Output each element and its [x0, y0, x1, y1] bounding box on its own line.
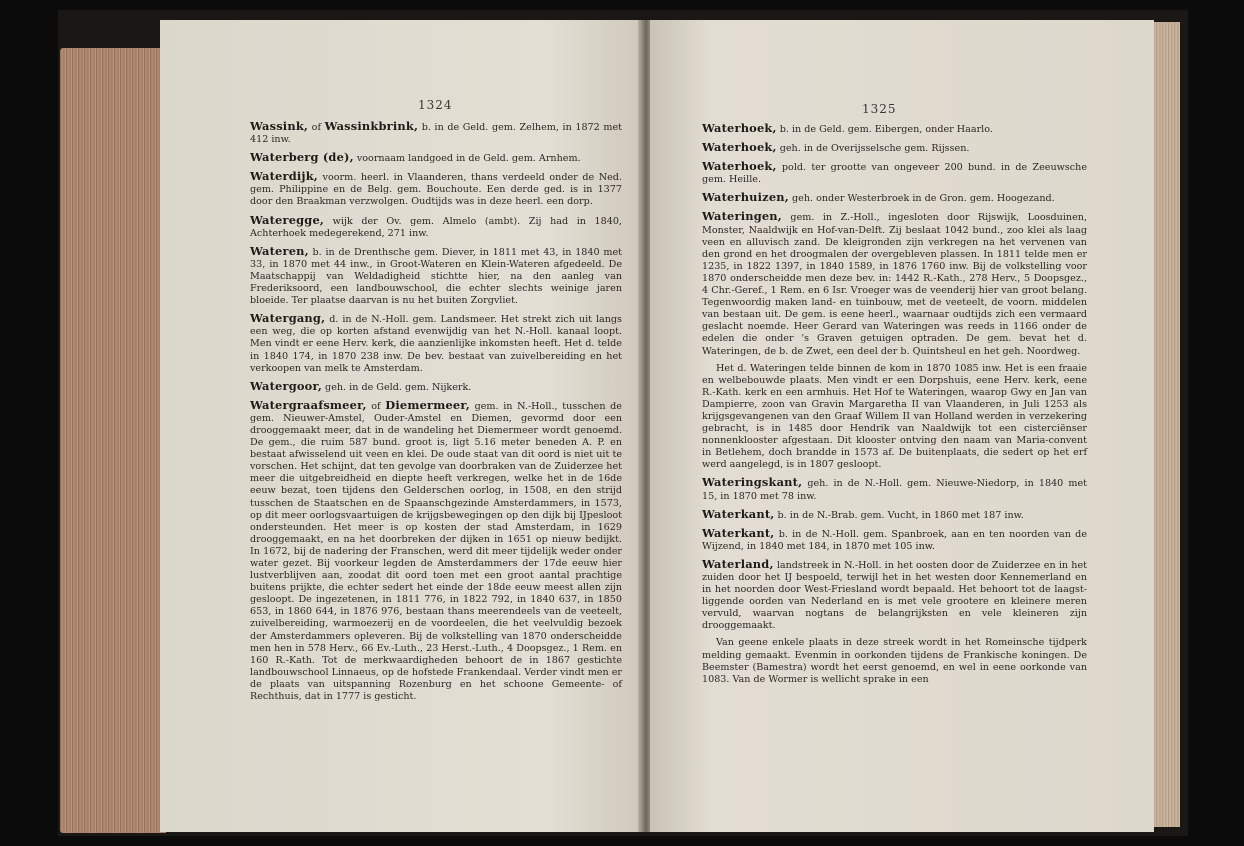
entry-text: b. in de N.-Brab. gem. Vucht, in 1860 met 187 inw.	[774, 509, 1024, 521]
dictionary-entry	[702, 122, 1087, 136]
entry-headword-alt: Diemermeer,	[385, 397, 470, 412]
entry-text: Het d. Wateringen telde binnen de kom in 1870 1085 inw. Het is een fraaie en welbebouwde plaats. Men vindt er een Dorpshuis, eene Herv. kerk, eene R.-Kath. kerk en een armhuis. Het Hof te Wateringen, waarop Gwy en Jan van Dampierre, zoon van Gravin Margaretha II van Vlaanderen, in Juli 1253 als krijgsgevangenen van den Graaf Willem II van Holland werden in verzekering gebracht, is in 1485 door Hendrik van Naaldwijk tot een cisterciënser nonnenklooster afgestaan. Dit klooster ontving den naam van Maria-convent in Betlehem, doch brandde in 1573 af. De buitenplaats, die sedert op het erf werd aangelegd, is in 1807 gesloopt.	[702, 362, 1087, 471]
entry-text: b. in de Drenthsche gem. Diever, in 1811 met 43, in 1840 met 33, in 1870 met 44 inw., in Groot-Wateren en Klein-Wateren afgedeeld. De Maatschappij van Weldadigheid stichtte hier, na den aanleg van Frederiksoord, een landbouwschool, die echter slechts weinige jaren bloeide. Ter plaatse daarvan is nu het buiten Zorgvliet.	[250, 246, 622, 307]
right-column	[702, 122, 1087, 691]
dictionary-entry	[702, 637, 1087, 685]
entry-text: d. in de N.-Holl. gem. Landsmeer. Het strekt zich uit langs een weg, die op korten afstand evenwijdig van het N.-Holl. kanaal loopt. Men vindt er eene Herv. kerk, die aanzienlijke inkomsten heeft. Het d. telde in 1840 174, in 1870 238 inw. De bev. bestaat van zuivelbereiding en het verkoopen van melk te Amsterdam.	[250, 314, 622, 374]
entry-text: landstreek in N.-Holl. in het oosten door de Zuiderzee en in het zuiden door het IJ bespoeld, terwijl het in het westen door Kennemerland en in het noorden door West-Friesland wordt bepaald. Het behoort tot de laagst-liggende oorden van Nederland en is met vele grootere en kleinere meren vervuld, waarvan nogtans de belangrijksten en vele kleineren zijn drooggemaakt.	[702, 559, 1087, 632]
dictionary-entry	[702, 558, 1087, 633]
entry-headword-alt: Wassinkbrink,	[324, 119, 419, 133]
dictionary-entry	[702, 508, 1087, 522]
entry-headword: Watergoor,	[250, 378, 322, 393]
entry-headword: Wateren,	[250, 243, 309, 258]
entry-headword: Wateringen,	[702, 209, 782, 224]
entry-text: gem. in N.-Holl., tusschen de gem. Nieuwer-Amstel, Ouder-Amstel en Diemen, gevormd door een drooggemaakt meer, dat in de wandeling het Diemermeer wordt genoemd. De gem., die ruim 587 bund. groot is, ligt 5.16 meter beneden A. P. en bestaat afwisselend uit veen en klei. De oude staat van dit oord is niet uit te vorschen. Het schijnt, dat ten gevolge van doorbraken van de Zuiderzee het meer die uitgebreidheid en diepte heeft verkregen, welke het in de 16de eeuw bezat, toen tijdens den Gelderschen oorlog, in 1508, en den strijd tusschen de Staatschen en de Spaanschgezinde Amsterdammers, in 1573, op dit meer oorlogsvaartuigen de krijgsbewegingen op den dijk bij IJpesloot ondersteunden. Het meer is op kosten der stad Amsterdam, in 1629 drooggemaakt, en na het doorbreken der dijken in 1651 op nieuw bedijkt. In 1672, bij de nadering der Franschen, werd dit meer tijdelijk weder onder water gezet. Bij voorkeur legden de Amsterdammers der 17de eeuw hier lustverblijven aan, zoodat dit oord toen met een groot aantal prachtige buitens prijkte, die echter sedert het einde der 18de eeuw meest allen zijn gesloopt. De ingezetenen, in 1811 776, in 1822 792, in 1840 637, in 1850 653, in 1860 644, in 1876 976, bestaan thans meerendeels van de veeteelt, zuivelbereiding, warmoezerij en de voordeelen, die het veelvuldig bezoek der Amsterdammers opleveren. Bij de volkstelling van 1870 onderscheidde men hen in 578 Herv., 66 Ev.-Luth., 23 Herst.-Luth., 4 Doopsgez., 1 Rem. en 160 R.-Kath. Tot de merkwaardigheden behoort de in 1867 gestichte landbouwschool Linnaeus, op de hofstede Frankendaal. Verder vindt men er de plaats van uitspanning Rozenburg en het schoone Gemeente- of Rechthuis, dat in 1777 is gesticht.	[250, 400, 622, 703]
dictionary-entry	[702, 363, 1087, 472]
right-page	[650, 20, 1154, 832]
page-edges-left	[60, 48, 166, 833]
dictionary-entry	[250, 151, 622, 165]
dictionary-entry	[250, 312, 622, 374]
dictionary-entry	[702, 141, 1087, 155]
dictionary-entry	[250, 245, 622, 307]
entry-headword: Waterkant,	[702, 525, 775, 540]
dictionary-entry	[702, 476, 1087, 502]
entry-headword: Waterberg (de),	[250, 150, 354, 165]
entry-text: gem. in Z.-Holl., ingesloten door Rijswijk, Loosduinen, Monster, Naaldwijk en Hof-van-Delft. Zij beslaat 1042 bund., zoo klei als laag veen en alluvisch zand. De kleigronden zijn verkregen na het vervenen van den grond en het droogmalen der overgebleven plassen. In 1811 telde men er 1235, in 1822 1397, in 1840 1589, in 1876 1760 inw. Bij de volkstelling voor 1870 onderscheidde men deze bev. in: 1442 R.-Kath., 278 Herv., 5 Doopsgez., 4 Chr.-Geref., 1 Rem. en 6 Isr. Vroeger was de veenderij hier van groot belang. Tegenwoordig maken land- en tuinbouw, met de veeteelt, de voorn. middelen van bestaan uit. De gem. is eene heerl., waarnaar oudtijds zich een vermaard geslacht noemde. Heer Gerard van Wateringen was reeds in 1166 onder de edelen die onder 's Graven getuigen optraden. De gem. bevat het d. Wateringen, de b. de Zwet, een deel der b. Quintsheul en het geh. Noordweg.	[702, 212, 1087, 357]
entry-text: geh. in de Overijsselsche gem. Rijssen.	[776, 143, 970, 155]
entry-headword: Wassink,	[250, 119, 309, 133]
page-number: 1325	[862, 102, 897, 116]
entry-headword: Watergang,	[250, 311, 326, 326]
page-number: 1324	[418, 98, 453, 112]
dictionary-entry	[250, 399, 622, 703]
entry-headword: Waterhuizen,	[702, 190, 789, 205]
entry-headword: Watergraafsmeer,	[250, 397, 367, 412]
entry-text: b. in de Geld. gem. Zelhem, in 1872 met 412 inw.	[250, 122, 622, 146]
entry-headword: Waterland,	[702, 556, 774, 571]
dictionary-entry	[250, 214, 622, 240]
entry-text: Van geene enkele plaats in deze streek wordt in het Romeinsche tijdperk melding gemaakt. Evenmin in oorkonden tijdens de Frankische koningen. De Beemster (Bamestra) wordt het eerst genoemd, en wel in eene oorkonde van 1083. Van de Wormer is wellicht sprake in een	[702, 637, 1087, 685]
dictionary-entry	[250, 380, 622, 394]
dictionary-entry	[702, 210, 1087, 357]
dictionary-entry	[250, 170, 622, 208]
entry-headword: Waterhoek,	[702, 140, 777, 155]
entry-connector: of	[366, 400, 386, 412]
entry-text: voorm. heerl. in Vlaanderen, thans verdeeld onder de Ned. gem. Philippine en de Belg. gem. Bouchoute. Een derde ged. is in 1377 door den Braakman verzwolgen. Oudtijds was in deze heerl. een dorp.	[250, 172, 622, 208]
entry-text: b. in de Geld. gem. Eibergen, onder Haarlo.	[776, 124, 993, 135]
entry-headword: Waterdijk,	[250, 169, 318, 184]
entry-connector: of	[308, 122, 325, 133]
dictionary-entry	[250, 120, 622, 146]
entry-headword: Waterhoek,	[702, 159, 777, 174]
entry-text: voornaam landgoed in de Geld. gem. Arnhem.	[353, 153, 581, 165]
entry-text: pold. ter grootte van ongeveer 200 bund. in de Zeeuwsche gem. Heille.	[702, 162, 1087, 186]
entry-text: wijk der Ov. gem. Almelo (ambt). Zij had in 1840, Achterhoek medegerekend, 271 inw.	[250, 215, 622, 239]
left-page	[160, 20, 642, 832]
entry-text: geh. in de Geld. gem. Nijkerk.	[322, 381, 472, 393]
left-column	[250, 120, 622, 708]
dictionary-entry	[702, 527, 1087, 553]
entry-headword: Waterhoek,	[702, 121, 777, 135]
entry-headword: Waterkant,	[702, 506, 775, 521]
dictionary-entry	[702, 191, 1087, 205]
dictionary-entry	[702, 160, 1087, 186]
entry-text: b. in de N.-Holl. gem. Spanbroek, aan en ten noorden van de Wijzend, in 1840 met 184, in 1870 met 105 inw.	[702, 528, 1087, 552]
page-edges-right	[1150, 22, 1180, 827]
entry-text: geh. onder Westerbroek in de Gron. gem. Hoogezand.	[788, 193, 1055, 205]
entry-text: geh. in de N.-Holl. gem. Nieuwe-Niedorp, in 1840 met 15, in 1870 met 78 inw.	[702, 478, 1087, 502]
entry-headword: Wateringskant,	[702, 475, 803, 490]
entry-headword: Wateregge,	[250, 212, 325, 227]
